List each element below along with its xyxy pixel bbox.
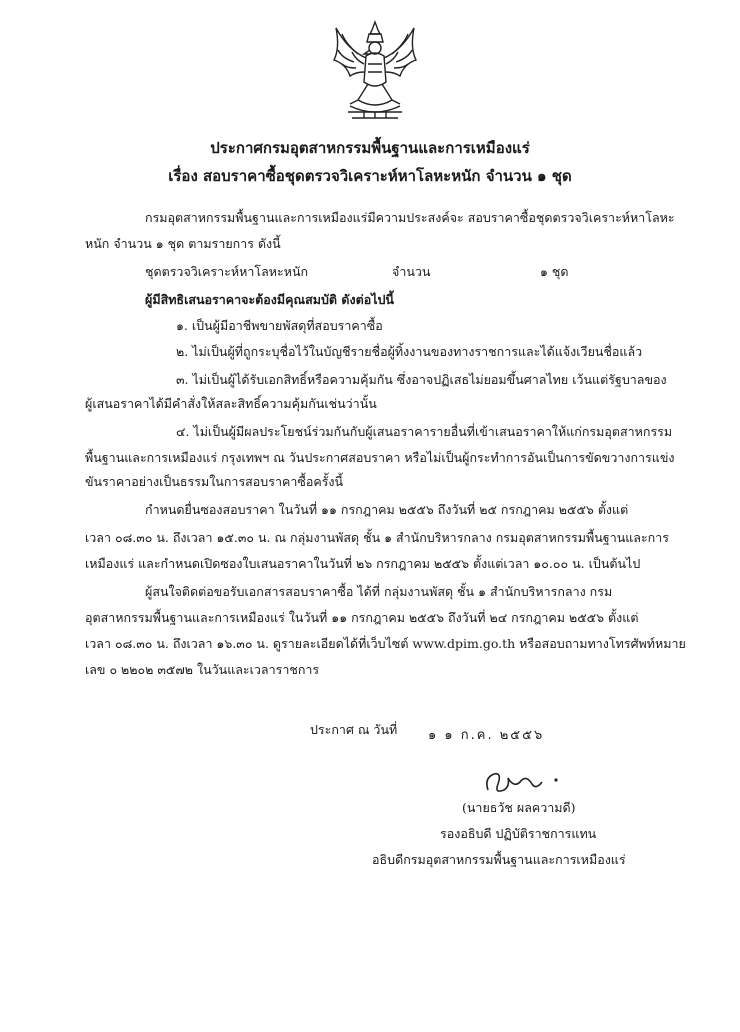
- contact-line-3: เวลา ๐๘.๓๐ น. ถึงเวลา ๑๖.๓๐ น. ดูรายละเอียดได้ที่เว็บไซต์ www.dpim.go.th หรือสอบถามทางโทรศัพท์หมาย: [85, 636, 686, 651]
- item-qty: ๑ ชุด: [540, 264, 569, 279]
- contact-line-2: อุตสาหกรรมพื้นฐานและการเหมืองแร่ ในวันที่ ๑๑ กรกฎาคม ๒๕๕๖ ถึงวันที่ ๒๔ กรกฎาคม ๒๕๕๖ ตั้งแต่: [85, 610, 639, 625]
- intro-line-1: กรมอุตสาหกรรมพื้นฐานและการเหมืองแร่มีความประสงค์จะ สอบราคาซื้อชุดตรวจวิเคราะห์หาโลหะ: [145, 210, 675, 225]
- qualification-3-line-1: ๓. ไม่เป็นผู้ได้รับเอกสิทธิ์หรือความคุ้มกัน ซึ่งอาจปฏิเสธไม่ยอมขึ้นศาลไทย เว้นแต่รัฐบาลของ: [176, 372, 667, 387]
- qualification-3-line-2: ผู้เสนอราคาได้มีคำสั่งให้สละสิทธิ์ความคุ้มกันเช่นว่านั้น: [85, 396, 377, 411]
- announce-date-label: ประกาศ ณ วันที่: [310, 722, 398, 737]
- contact-line-1: ผู้สนใจติดต่อขอรับเอกสารสอบราคาซื้อ ได้ที่ กลุ่มงานพัสดุ ชั้น ๑ สำนักบริหารกลาง กรม: [145, 584, 613, 599]
- signature-icon: [480, 760, 570, 800]
- item-qty-label: จำนวน: [392, 264, 431, 279]
- signatory-organization: อธิบดีกรมอุตสาหกรรมพื้นฐานและการเหมืองแร่: [372, 852, 626, 867]
- intro-line-2: หนัก จำนวน ๑ ชุด ตามรายการ ดังนี้: [85, 236, 281, 251]
- announce-date-handwritten: ๑ ๑ ก.ค. ๒๕๕๖: [428, 728, 545, 743]
- qualification-1: ๑. เป็นผู้มีอาชีพขายพัสดุที่สอบราคาซื้อ: [176, 318, 383, 333]
- qualifications-heading: ผู้มีสิทธิเสนอราคาจะต้องมีคุณสมบัติ ดังต่อไปนี้: [145, 292, 394, 307]
- schedule-line-1: กำหนดยื่นซองสอบราคา ในวันที่ ๑๑ กรกฎาคม ๒๕๕๖ ถึงวันที่ ๒๕ กรกฎาคม ๒๕๕๖ ตั้งแต่: [145, 502, 629, 517]
- schedule-line-3: เหมืองแร่ และกำหนดเปิดซองใบเสนอราคาในวันที่ ๒๖ กรกฎาคม ๒๕๕๖ ตั้งแต่เวลา ๑๐.๐๐ น. เป็นต้นไป: [85, 556, 641, 571]
- qualification-4-line-3: ขันราคาอย่างเป็นธรรมในการสอบราคาซื้อครั้งนี้: [85, 474, 344, 489]
- qualification-4-line-1: ๔. ไม่เป็นผู้มีผลประโยชน์ร่วมกันกับผู้เสนอราคารายอื่นที่เข้าเสนอราคาให้แก่กรมอุตสาหกรรม: [176, 424, 673, 439]
- garuda-emblem-icon: [328, 20, 422, 126]
- schedule-line-2: เวลา ๐๘.๓๐ น. ถึงเวลา ๑๕.๓๐ น. ณ กลุ่มงานพัสดุ ชั้น ๑ สำนักบริหารกลาง กรมอุตสาหกรรมพื้นฐานและการ: [85, 530, 669, 545]
- qualification-2: ๒. ไม่เป็นผู้ที่ถูกระบุชื่อไว้ในบัญชีรายชื่อผู้ทิ้งงานของทางราชการและได้แจ้งเวียนชื่อแล้ว: [176, 344, 643, 359]
- signatory-position: รองอธิบดี ปฏิบัติราชการแทน: [440, 826, 597, 841]
- item-name: ชุดตรวจวิเคราะห์หาโลหะหนัก: [145, 264, 309, 279]
- contact-line-4: เลข ๐ ๒๒๐๒ ๓๕๗๒ ในวันและเวลาราชการ: [85, 662, 320, 677]
- signatory-name: (นายธวัช ผลความดี): [462, 800, 576, 815]
- announcement-title: ประกาศกรมอุตสาหกรรมพื้นฐานและการเหมืองแร่: [210, 139, 530, 157]
- announcement-subject: เรื่อง สอบราคาซื้อชุดตรวจวิเคราะห์หาโลหะหนัก จำนวน ๑ ชุด: [168, 167, 572, 185]
- qualification-4-line-2: พื้นฐานและการเหมืองแร่ กรุงเทพฯ ณ วันประกาศสอบราคา หรือไม่เป็นผู้กระทำการอันเป็นการขัดขวางการแข่ง: [85, 450, 675, 465]
